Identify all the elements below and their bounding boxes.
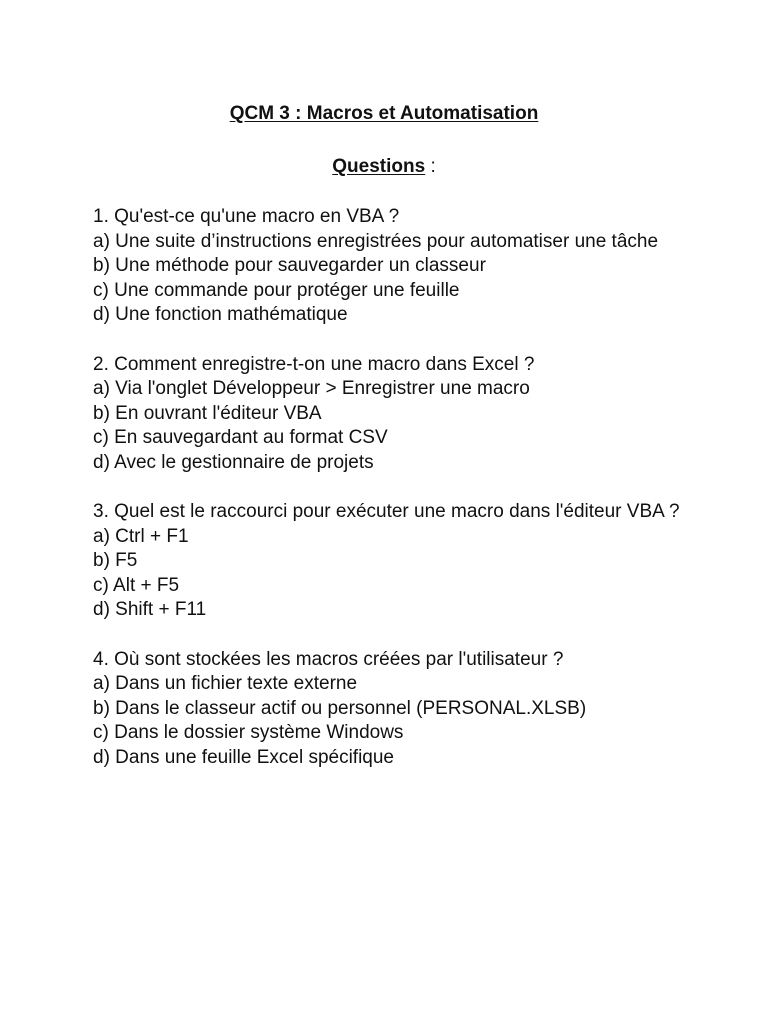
answer-option: b) Dans le classeur actif ou personnel (PERSONAL.XLSB) <box>93 697 587 719</box>
answer-option: c) En sauvegardant au format CSV <box>93 427 388 448</box>
question-text: 3. Quel est le raccourci pour exécuter une macro dans l'éditeur VBA ? <box>93 501 680 522</box>
answer-option: a) Ctrl + F1 <box>93 525 189 547</box>
question-text: 2. Comment enregistre-t-on une macro dans Excel ? <box>93 353 535 375</box>
answer-option: d) Une fonction mathématique <box>93 304 348 325</box>
document-title-text: QCM 3 : Macros et Automatisation <box>229 103 539 124</box>
answer-option: b) Une méthode pour sauvegarder un classeur <box>93 255 486 276</box>
question-text: 4. Où sont stockées les macros créées par l'utilisateur ? <box>93 648 564 670</box>
questions-heading-label: Questions <box>332 156 426 177</box>
answer-option: c) Dans le dossier système Windows <box>93 722 404 743</box>
answer-option: a) Dans un fichier texte externe <box>93 673 358 694</box>
answer-option: d) Dans une feuille Excel spécifique <box>93 746 395 768</box>
answer-option: a) Via l'onglet Développeur > Enregistrer une macro <box>93 378 530 399</box>
answer-option: d) Avec le gestionnaire de projets <box>93 451 374 473</box>
question-block-1 <box>93 205 733 328</box>
questions-heading-suffix: : <box>425 156 436 177</box>
question-block-3 <box>93 500 733 623</box>
document-title <box>0 101 768 127</box>
answer-option: a) Une suite d’instructions enregistrées pour automatiser une tâche <box>93 230 659 252</box>
answer-option: b) F5 <box>93 550 138 571</box>
question-list <box>93 205 733 795</box>
question-text: 1. Qu'est-ce qu'une macro en VBA ? <box>93 206 400 227</box>
question-block-2 <box>93 353 733 476</box>
questions-heading <box>0 154 768 180</box>
answer-option: c) Alt + F5 <box>93 574 180 596</box>
answer-option: c) Une commande pour protéger une feuille <box>93 279 460 301</box>
question-block-4 <box>93 648 733 771</box>
answer-option: b) En ouvrant l'éditeur VBA <box>93 402 322 424</box>
answer-option: d) Shift + F11 <box>93 599 207 620</box>
